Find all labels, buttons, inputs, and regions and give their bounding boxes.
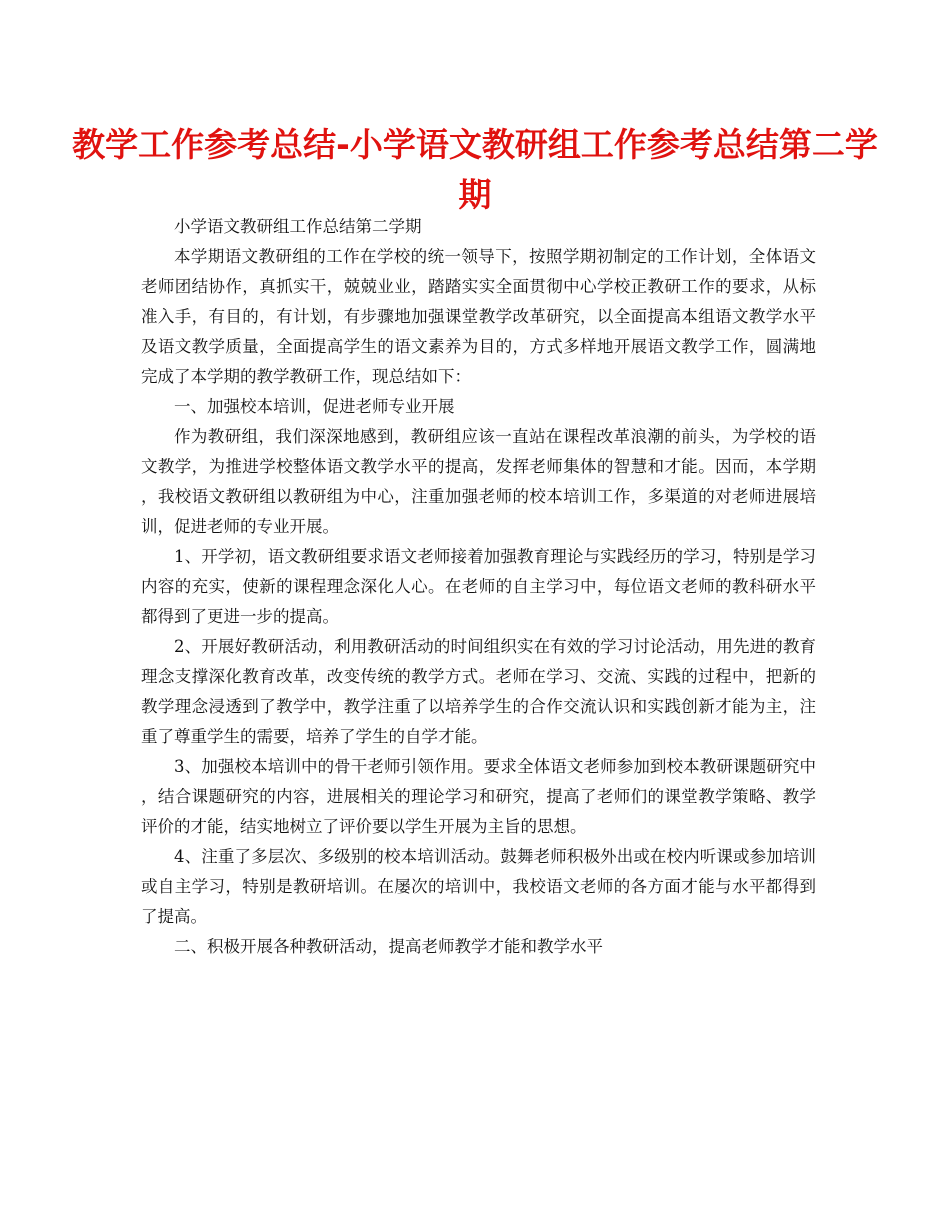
body-paragraph: 作为教研组，我们深深地感到，教研组应该一直站在课程改革浪潮的前头，为学校的语文教学，为推进学校整体语文教学水平的提高，发挥老师集体的智慧和才能。因而，本学期，我校语文教研组以教研组为中心，注重加强老师的校本培训工作，多渠道的对老师进展培训，促进老师的专业开展。: [141, 427, 816, 536]
list-item-3: 3、加强校本培训中的骨干老师引领作用。要求全体语文老师参加到校本教研课题研究中，结合课题研究的内容，进展相关的理论学习和研究，提高了老师们的课堂教学策略、教学评价的才能，结实地树立了评价要以学生开展为主旨的思想。: [141, 757, 816, 836]
list-item-1: 1、开学初，语文教研组要求语文老师接着加强教育理论与实践经历的学习，特别是学习内容的充实，使新的课程理念深化人心。在老师的自主学习中，每位语文老师的教科研水平都得到了更进一步的提高。: [141, 547, 816, 626]
section-heading-2: 二、积极开展各种教研活动，提高老师教学才能和教学水平: [174, 937, 603, 956]
subtitle-paragraph: 小学语文教研组工作总结第二学期: [174, 217, 422, 236]
list-item-4: 4、注重了多层次、多级别的校本培训活动。鼓舞老师积极外出或在校内听课或参加培训或自主学习，特别是教研培训。在屡次的培训中，我校语文老师的各方面才能与水平都得到了提高。: [141, 847, 816, 926]
intro-paragraph: 本学期语文教研组的工作在学校的统一领导下，按照学期初制定的工作计划，全体语文老师团结协作，真抓实干，兢兢业业，踏踏实实全面贯彻中心学校正教研工作的要求，从标准入手，有目的，有计划，有步骤地加强课堂教学改革研究，以全面提高本组语文教学水平及语文教学质量，全面提高学生的语文素养为目的，方式多样地开展语文教学工作，圆满地完成了本学期的教学教研工作，现总结如下：: [141, 247, 816, 386]
section-heading-1: 一、加强校本培训，促进老师专业开展: [174, 397, 455, 416]
document-body: [141, 212, 816, 962]
list-item-2: 2、开展好教研活动，利用教研活动的时间组织实在有效的学习讨论活动，用先进的教育理念支撑深化教育改革，改变传统的教学方式。老师在学习、交流、实践的过程中，把新的教学理念浸透到了教学中，教学注重了以培养学生的合作交流认识和实践创新才能为主，注重了尊重学生的需要，培养了学生的自学才能。: [141, 637, 816, 746]
document-title: 教学工作参考总结-小学语文教研组工作参考总结第二学期: [72, 125, 878, 214]
